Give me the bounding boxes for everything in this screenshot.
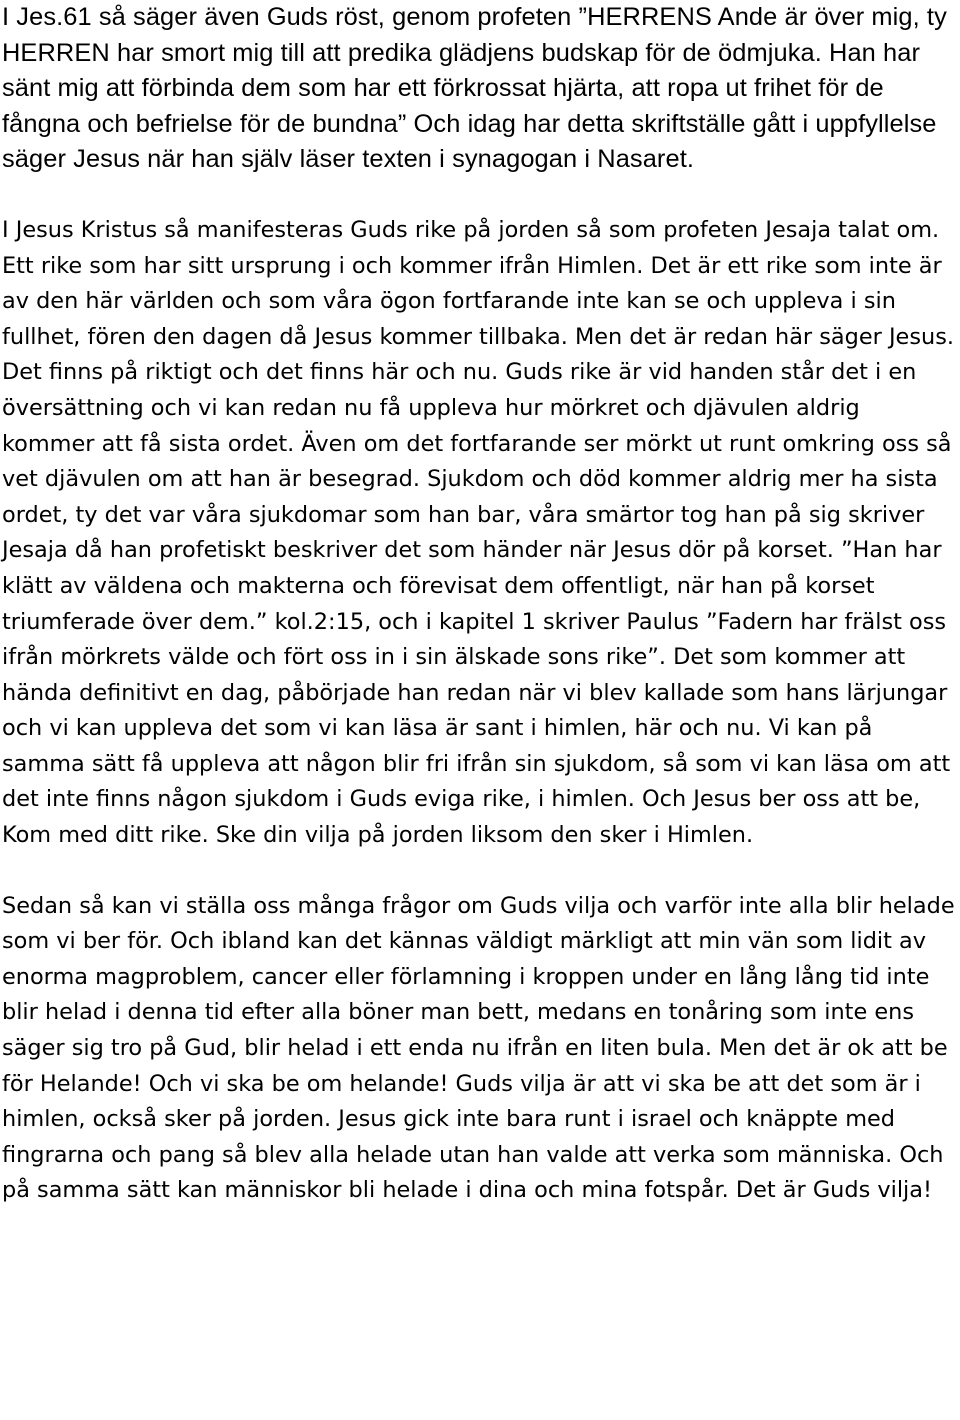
paragraph-intro: I Jes.61 så säger även Guds röst, genom profeten ”HERRENS Ande är över mig, ty HERREN har smort mig till att predika glädjens budskap för de ödmjuka. Han har sänt mig att förbinda dem som har ett förkrossat hjärta, att ropa ut frihet för de fångna och befrielse för de bundna” Och idag har detta skriftställe gått i uppfyllelse säger Jesus när han själv läser texten i synagogan i Nasaret. [2,3,947,174]
document-page [2,0,958,1209]
paragraph-kingdom: I Jesus Kristus så manifesteras Guds rike på jorden så som profeten Jesaja talat om. Ett rike som har sitt ursprung i och kommer ifrån Himlen. Det är ett rike som inte är av den här världen och som våra ögon fortfarande inte kan se och uppleva i sin fullhet, fören den dagen då Jesus kommer tillbaka. Men det är redan här säger Jesus. Det finns på riktigt och det finns här och nu. Guds rike är vid handen står det i en översättning och vi kan redan nu få uppleva hur mörkret och djävulen aldrig kommer att få sista ordet. Även om det fortfarande ser mörkt ut runt omkring oss så vet djävulen om att han är besegrad. Sjukdom och död kommer aldrig mer ha sista ordet, ty det var våra sjukdomar som han bar, våra smärtor tog han på sig skriver Jesaja då han profetiskt beskriver det som händer när Jesus dör på korset. ”Han har klätt av väldena och makterna och förevisat dem offentligt, när han på korset triumferade över dem.” kol.2:15, och i kapitel 1 skriver Paulus ”Fadern har frälst oss ifrån mörkrets välde och fört oss in i sin älskade sons rike”. Det som kommer att hända definitivt en dag, påbörjade han redan när vi blev kallade som hans lärjungar och vi kan uppleva det som vi kan läsa är sant i himlen, här och nu. Vi kan på samma sätt få uppleva att någon blir fri ifrån sin sjukdom, så som vi kan läsa om att det inte finns någon sjukdom i Guds eviga rike, i himlen. Och Jesus ber oss att be, Kom med ditt rike. Ske din vilja på jorden liksom den sker i Himlen. [2,216,954,849]
paragraph-healing: Sedan så kan vi ställa oss många frågor om Guds vilja och varför inte alla blir helade som vi ber för. Och ibland kan det kännas väldigt märkligt att min vän som lidit av enorma magproblem, cancer eller förlamning i kroppen under en lång lång tid inte blir helad i denna tid efter alla böner man bett, medans en tonåring som inte ens säger sig tro på Gud, blir helad i ett enda nu ifrån en liten bula. Men det är ok att be för Helande! Och vi ska be om helande! Guds vilja är att vi ska be att det som är i himlen, också sker på jorden. Jesus gick inte bara runt i israel och knäppte med fingrarna och pang så blev alla helade utan han valde att verka som människa. Och på samma sätt kan människor bli helade i dina och mina fotspår. Det är Guds vilja! [2,892,955,1204]
